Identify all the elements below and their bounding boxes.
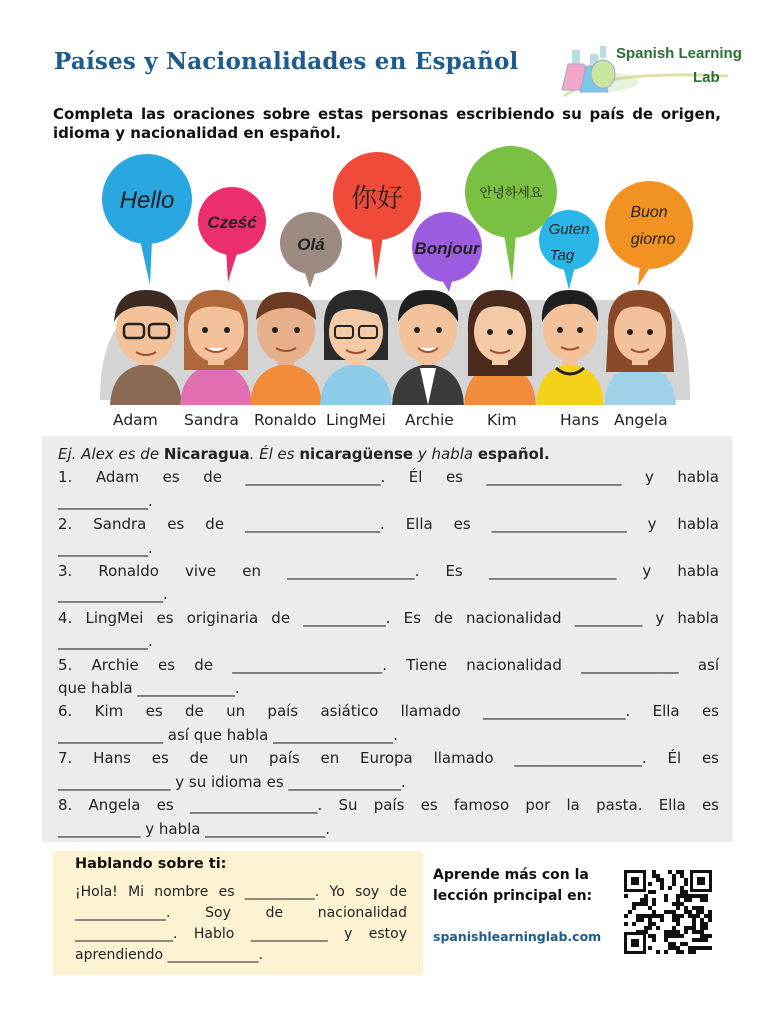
qr-module (648, 906, 652, 910)
qr-module (692, 950, 696, 954)
speech-bubble-nihao (333, 152, 421, 280)
qr-module (704, 946, 708, 950)
qr-module (676, 914, 680, 918)
qr-module (624, 914, 628, 918)
person-name: Kim (487, 411, 517, 429)
greeting-text: 你好 (350, 184, 404, 214)
qr-module (640, 914, 644, 918)
speech-bubble-bonjour (412, 212, 482, 292)
qr-module (676, 950, 680, 954)
qr-module (692, 946, 696, 950)
exercise-list (58, 443, 719, 841)
qr-module (644, 898, 648, 902)
qr-module (688, 914, 692, 918)
qr-module (656, 878, 660, 882)
qr-module (652, 890, 656, 894)
qr-module (692, 938, 696, 942)
qr-module (636, 930, 640, 934)
qr-module (692, 930, 696, 934)
qr-module (688, 910, 692, 914)
person-name: Angela (614, 411, 668, 429)
qr-module (692, 926, 696, 930)
qr-module (696, 910, 700, 914)
qr-module (680, 914, 684, 918)
exercise-line: ____________. (58, 538, 153, 557)
qr-module (692, 894, 696, 898)
qr-module (624, 922, 628, 926)
exercise-line: 5. Archie es de ____________________. Tiene nacionalidad _____________ así (58, 655, 719, 674)
qr-module (684, 930, 688, 934)
exercise-line: 8. Angela es _________________. Su país es famoso por la pasta. Ella es (58, 796, 719, 815)
exercise-line: que habla _____________. (58, 679, 240, 698)
qr-module (676, 902, 680, 906)
qr-module (696, 946, 700, 950)
qr-module (664, 894, 668, 898)
qr-module (636, 914, 640, 918)
qr-module (676, 946, 680, 950)
qr-module (660, 882, 664, 886)
qr-module (680, 890, 684, 894)
talk-body: ¡Hola! Mi nombre es __________. Yo soy de _____________. Soy de nacionalidad ______________. Hablo ___________ y estoy aprendiendo _____________. (75, 884, 407, 963)
qr-module (708, 918, 712, 922)
qr-module (660, 886, 664, 890)
greeting-text: Buon (630, 204, 668, 221)
qr-module (668, 942, 672, 946)
qr-module (668, 946, 672, 950)
person-name: Hans (560, 411, 600, 429)
qr-module (640, 918, 644, 922)
greeting-text: Tag (549, 247, 575, 264)
qr-module (664, 910, 668, 914)
greeting-text: giorno (630, 231, 676, 248)
qr-code-icon[interactable] (622, 868, 714, 956)
qr-module (632, 922, 636, 926)
qr-module (676, 918, 680, 922)
qr-module (708, 946, 712, 950)
people-illustration (0, 140, 768, 440)
qr-module (636, 918, 640, 922)
qr-module (704, 934, 708, 938)
qr-module (652, 934, 656, 938)
qr-module (672, 914, 676, 918)
qr-module (656, 874, 660, 878)
qr-module (644, 914, 648, 918)
qr-module (668, 934, 672, 938)
website-link[interactable]: spanishlearninglab.com (433, 929, 602, 944)
qr-module (676, 930, 680, 934)
exercise-line: ___________ y habla ________________. (58, 819, 331, 838)
qr-module (688, 898, 692, 902)
qr-module (664, 934, 668, 938)
qr-module (700, 922, 704, 926)
qr-module (700, 910, 704, 914)
qr-module (684, 910, 688, 914)
qr-module (700, 894, 704, 898)
qr-module (700, 898, 704, 902)
qr-module (652, 922, 656, 926)
speech-bubble-czesc (198, 187, 266, 282)
qr-module (704, 938, 708, 942)
qr-module (680, 934, 684, 938)
qr-module (640, 902, 644, 906)
qr-module (688, 946, 692, 950)
qr-module (644, 926, 648, 930)
qr-module (652, 874, 656, 878)
qr-module (672, 910, 676, 914)
qr-module (648, 926, 652, 930)
qr-module (700, 938, 704, 942)
greeting-text: Bonjour (414, 239, 480, 258)
qr-module (672, 874, 676, 878)
greeting-text: Hello (119, 187, 175, 214)
exercise-line: 4. LingMei es originaria de ___________. Es de nacionalidad _________ y habla (58, 608, 719, 627)
exercise-line: 7. Hans es de un país en Europa llamado _________________. Él es (58, 749, 719, 768)
person-name: Archie (405, 411, 454, 429)
qr-module (680, 950, 684, 954)
qr-module (668, 870, 672, 874)
qr-module (708, 910, 712, 914)
qr-module (664, 950, 668, 954)
qr-module (688, 894, 692, 898)
qr-module (692, 914, 696, 918)
qr-module (648, 946, 652, 950)
qr-module (664, 930, 668, 934)
qr-module (660, 918, 664, 922)
qr-module (680, 894, 684, 898)
qr-module (664, 898, 668, 902)
person-lingmei-avatar (320, 290, 392, 405)
person-name: Ronaldo (254, 411, 317, 429)
qr-module (664, 938, 668, 942)
qr-module (680, 942, 684, 946)
qr-module (708, 934, 712, 938)
qr-module (684, 894, 688, 898)
qr-module (684, 898, 688, 902)
qr-module (652, 914, 656, 918)
qr-module (652, 938, 656, 942)
qr-module (704, 898, 708, 902)
qr-module (668, 930, 672, 934)
person-name: Adam (113, 411, 158, 429)
qr-module (700, 934, 704, 938)
qr-module (644, 930, 648, 934)
qr-module (696, 930, 700, 934)
person-name: Sandra (184, 411, 239, 429)
qr-module (704, 922, 708, 926)
qr-module (684, 906, 688, 910)
qr-module (672, 942, 676, 946)
speech-bubble-ola (280, 212, 342, 288)
qr-module (644, 902, 648, 906)
person-name: LingMei (326, 411, 386, 429)
qr-module (672, 946, 676, 950)
qr-module (672, 902, 676, 906)
qr-module (632, 902, 636, 906)
qr-module (656, 926, 660, 930)
qr-module (652, 902, 656, 906)
qr-module (648, 882, 652, 886)
person-kim-avatar (464, 290, 536, 405)
qr-module (680, 874, 684, 878)
logo-text: Spanish Learning (616, 45, 742, 62)
person-adam-avatar (110, 290, 182, 405)
qr-module (672, 878, 676, 882)
speech-bubble-guten-tag (539, 210, 599, 290)
qr-module (680, 870, 684, 874)
qr-module (676, 934, 680, 938)
qr-module (672, 934, 676, 938)
qr-module (672, 926, 676, 930)
qr-module (684, 882, 688, 886)
qr-module (652, 898, 656, 902)
qr-module (640, 930, 644, 934)
qr-module (696, 894, 700, 898)
greeting-text: Cześć (207, 213, 257, 232)
qr-module (696, 914, 700, 918)
qr-module (696, 906, 700, 910)
instructions: Completa las oraciones sobre estas personas escribiendo su país de origen, idioma y nacionalidad en español. (53, 105, 721, 142)
learn-more-text: Aprende más con la lección principal en: (433, 867, 593, 904)
qr-module (676, 906, 680, 910)
greeting-text: Olá (297, 235, 325, 254)
exercise-line: ____________. (58, 491, 153, 510)
qr-module (692, 906, 696, 910)
qr-module (648, 890, 652, 894)
qr-module (660, 914, 664, 918)
person-sandra-avatar (180, 290, 252, 405)
exercise-line: 2. Sandra es de __________________. Ella es __________________ y habla (58, 515, 719, 534)
talk-title: Hablando sobre ti: (75, 856, 227, 872)
person-angela-avatar (604, 290, 676, 405)
qr-module (652, 910, 656, 914)
qr-module (644, 894, 648, 898)
qr-module (680, 902, 684, 906)
qr-module (700, 926, 704, 930)
qr-module (688, 950, 692, 954)
greeting-text: Guten (548, 221, 590, 238)
qr-module (672, 918, 676, 922)
qr-module (692, 918, 696, 922)
qr-module (700, 906, 704, 910)
qr-module (636, 902, 640, 906)
qr-module (648, 922, 652, 926)
qr-module (660, 878, 664, 882)
qr-module (692, 922, 696, 926)
exercise-line: 3. Ronaldo vive en _________________. Es _________________ y habla (58, 562, 719, 581)
qr-module (656, 950, 660, 954)
qr-module (676, 894, 680, 898)
qr-module (684, 890, 688, 894)
exercise-line: 6. Kim es de un país asiático llamado ___________________. Ella es (58, 702, 719, 721)
qr-module (700, 918, 704, 922)
qr-module (676, 898, 680, 902)
page-title: Países y Nacionalidades en Español (54, 48, 519, 75)
qr-module (676, 870, 680, 874)
qr-module (652, 870, 656, 874)
speech-bubble-buon-giorno (605, 181, 693, 286)
qr-module (704, 894, 708, 898)
qr-module (648, 914, 652, 918)
qr-module (628, 910, 632, 914)
exercise-line: ____________. (58, 632, 153, 651)
qr-module (672, 882, 676, 886)
logo-text: Lab (693, 69, 720, 86)
qr-module (624, 894, 628, 898)
qr-module (700, 946, 704, 950)
example-sentence: Ej. Alex es de Nicaragua. Él es nicaragüense y habla español. (58, 445, 550, 463)
greeting-text: 안녕하세요 (479, 186, 543, 201)
qr-module (648, 934, 652, 938)
exercise-line: _______________ y su idioma es _______________. (58, 772, 406, 791)
qr-module (708, 914, 712, 918)
qr-module (640, 898, 644, 902)
qr-module (668, 886, 672, 890)
qr-module (704, 926, 708, 930)
qr-module (688, 926, 692, 930)
qr-module (632, 906, 636, 910)
qr-module (684, 926, 688, 930)
qr-module (704, 914, 708, 918)
qr-module (696, 938, 700, 942)
qr-module (672, 930, 676, 934)
qr-module (668, 910, 672, 914)
exercise-line: 1. Adam es de __________________. Él es __________________ y habla (58, 468, 719, 487)
qr-module (700, 930, 704, 934)
qr-module (676, 922, 680, 926)
exercise-line: ______________ así que habla ________________. (58, 725, 398, 744)
qr-module (680, 886, 684, 890)
speech-bubble-hello (102, 154, 192, 285)
qr-module (656, 914, 660, 918)
qr-module (648, 918, 652, 922)
qr-module (684, 942, 688, 946)
qr-module (684, 878, 688, 882)
exercise-line: ______________. (58, 585, 168, 604)
